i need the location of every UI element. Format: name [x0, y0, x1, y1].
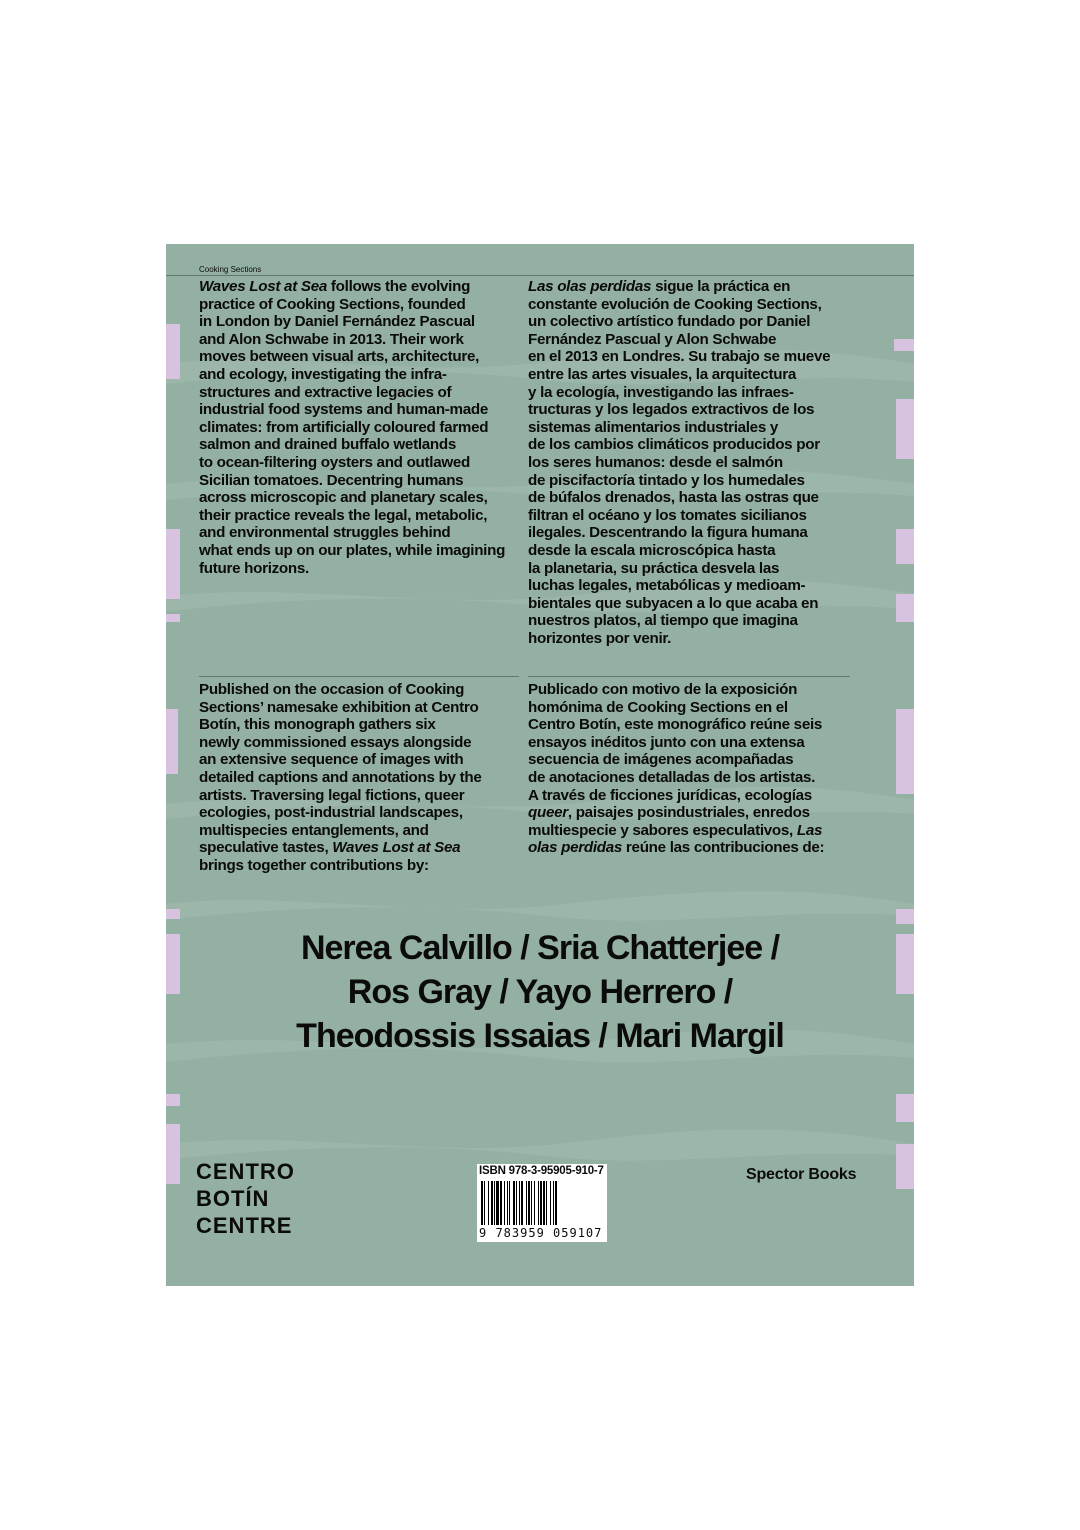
- text-line: Sicilian tomatoes. Decentring humans: [199, 471, 464, 489]
- barcode-bar: [534, 1181, 535, 1225]
- text-line: artists. Traversing legal fictions, queer: [199, 786, 465, 804]
- text-line: constante evolución de Cooking Sections,: [528, 295, 822, 313]
- ean-digits: 9 783959 059107: [479, 1226, 603, 1240]
- text-line: across microscopic and planetary scales,: [199, 489, 488, 507]
- logo-line: CENTRO: [196, 1159, 295, 1184]
- text-line: Published on the occasion of Cooking: [199, 681, 465, 698]
- text-line: , paisajes posindustriales, enredos: [567, 804, 810, 822]
- barcode-bar: [491, 1181, 493, 1225]
- imprint-name: Spector Books: [746, 1166, 857, 1183]
- barcode-bar: [484, 1181, 485, 1225]
- text-line: and environmental struggles behind: [199, 524, 451, 542]
- english-intro: [199, 278, 505, 577]
- barcode-bar: [488, 1181, 489, 1225]
- text-line: an extensive sequence of images with: [199, 751, 464, 769]
- text-line: multispecies entanglements, and: [199, 821, 429, 839]
- text-line: de anotaciones detalladas de los artistas.: [528, 768, 816, 786]
- en-title-italic: Waves Lost at Sea: [199, 278, 327, 295]
- barcode-bar: [513, 1181, 515, 1225]
- contributors-line: Theodossis Issaias / Mari Margil: [296, 1017, 784, 1055]
- text-line: structures and extractive legacies of: [199, 383, 452, 401]
- text-line: luchas legales, metabólicas y medioam-: [528, 577, 806, 595]
- text-line: Sections’ namesake exhibition at Centro: [199, 698, 479, 716]
- text-line: practice of Cooking Sections, founded: [199, 295, 466, 313]
- text-line: Fernández Pascual y Alon Schwabe: [528, 330, 777, 348]
- es-title-italic: Las olas perdidas: [528, 278, 652, 295]
- contributors-list: [166, 926, 914, 1058]
- text-line: speculative tastes,: [199, 839, 333, 857]
- text-line: de piscifactoría tintado y los humedales: [528, 471, 805, 489]
- text-line: brings together contributions by:: [199, 856, 429, 874]
- barcode-bar: [507, 1181, 508, 1225]
- isbn-label: ISBN 978-3-95905-910-7: [479, 1165, 604, 1177]
- text-line: future horizons.: [199, 559, 309, 577]
- text-line: industrial food systems and human-made: [199, 401, 489, 419]
- text-line: Centro Botín, este monográfico reúne seis: [528, 716, 823, 734]
- isbn-barcode: [477, 1164, 607, 1242]
- text-line: filtran el océano y los tomates sicilianos: [528, 506, 807, 524]
- barcode-bar: [519, 1181, 520, 1225]
- en-title-italic: Waves Lost at Sea: [332, 839, 461, 857]
- barcode-bar: [481, 1181, 483, 1225]
- barcode-bar: [546, 1181, 547, 1225]
- author-label: Cooking Sections: [199, 265, 262, 274]
- barcode-bar: [504, 1181, 505, 1225]
- text-line: la planetaria, su práctica desvela las: [528, 559, 780, 577]
- barcode-bar: [531, 1181, 532, 1225]
- text-line: reúne las contribuciones de:: [622, 839, 825, 857]
- text-line: in London by Daniel Fernández Pascual: [199, 313, 475, 331]
- text-line: homónima de Cooking Sections en el: [528, 698, 788, 716]
- text-line: entre las artes visuales, la arquitectura: [528, 365, 796, 383]
- text-line: detailed captions and annotations by the: [199, 768, 482, 786]
- divider-left: [199, 676, 519, 677]
- barcode-bar: [494, 1181, 495, 1225]
- barcode-bar: [496, 1181, 499, 1225]
- text-line: moves between visual arts, architecture,: [199, 348, 480, 366]
- text-line: secuencia de imágenes acompañadas: [528, 751, 794, 769]
- text-line: ensayos inéditos junto con una extensa: [528, 733, 805, 751]
- text-line: nuestros platos, al tiempo que imagina: [528, 612, 798, 630]
- barcode-bar: [555, 1181, 557, 1225]
- barcode-bar: [540, 1181, 542, 1225]
- text-line: salmon and drained buffalo wetlands: [199, 436, 457, 454]
- text-line: climates: from artificially coloured farmed: [199, 418, 489, 436]
- text-line: horizontes por venir.: [528, 629, 672, 647]
- barcode-bar: [521, 1181, 523, 1225]
- logo-line: CENTRE: [196, 1213, 293, 1238]
- text-line: Botín, this monograph gathers six: [199, 716, 436, 734]
- spanish-intro: [528, 278, 830, 647]
- text-line: Publicado con motivo de la exposición: [528, 681, 798, 698]
- text-line: A través de ficciones jurídicas, ecologías: [528, 786, 812, 804]
- barcode-bar: [538, 1181, 539, 1225]
- contributors-line: Ros Gray / Yayo Herrero /: [347, 973, 733, 1011]
- text-line: y la ecología, investigando las infraes-: [528, 383, 794, 401]
- text-line: sistemas alimentarios industriales y: [528, 418, 779, 436]
- text-line: and Alon Schwabe in 2013. Their work: [199, 330, 464, 348]
- text-line: what ends up on our plates, while imagining: [199, 541, 506, 559]
- text-line: en el 2013 en Londres. Su trabajo se mueve: [528, 348, 831, 366]
- text-line: tructuras y los legados extractivos de los: [528, 401, 815, 419]
- text-line: newly commissioned essays alongside: [199, 733, 472, 751]
- text-line: sigue la práctica en: [651, 278, 791, 295]
- barcode-bar: [526, 1181, 527, 1225]
- text-line: de los cambios climáticos producidos por: [528, 436, 820, 454]
- text-line: un colectivo artístico fundado por Daniel: [528, 313, 811, 331]
- text-line: los seres humanos: desde el salmón: [528, 453, 783, 471]
- barcode-bar: [528, 1181, 530, 1225]
- barcode-bar: [553, 1181, 554, 1225]
- barcode-bar: [550, 1181, 551, 1225]
- text-line: desde la escala microscópica hasta: [528, 541, 776, 559]
- es-title-italic: olas perdidas: [528, 839, 623, 857]
- barcode-bar: [516, 1181, 517, 1225]
- book-back-cover: [166, 244, 914, 1286]
- logo-line: BOTÍN: [196, 1186, 270, 1211]
- text-line: multiespecie y sabores especulativos,: [528, 821, 797, 839]
- english-publication-note: [199, 681, 482, 875]
- barcode-bar: [509, 1181, 510, 1225]
- top-rule: [166, 275, 914, 276]
- centro-botin-logo: [196, 1159, 316, 1238]
- contributors-line: Nerea Calvillo / Sria Chatterjee /: [300, 929, 780, 967]
- text-line: bientales que subyacen a lo que acaba en: [528, 594, 819, 612]
- text-line: de búfalos drenados, hasta las ostras que: [528, 489, 819, 507]
- spanish-publication-note: [528, 681, 824, 857]
- text-line: ilegales. Descentrando la figura humana: [528, 524, 808, 542]
- text-line: follows the evolving: [327, 278, 471, 295]
- text-line: to ocean-filtering oysters and outlawed: [199, 453, 470, 471]
- es-title-italic: Las: [796, 821, 823, 839]
- text-line: and ecology, investigating the infra-: [199, 365, 447, 383]
- text-line: their practice reveals the legal, metabolic,: [199, 506, 488, 524]
- queer-italic: queer: [528, 804, 568, 822]
- barcode-bar: [543, 1181, 545, 1225]
- barcode-bar: [500, 1181, 502, 1225]
- text-line: ecologies, post-industrial landscapes,: [199, 804, 463, 822]
- divider-right: [528, 676, 850, 677]
